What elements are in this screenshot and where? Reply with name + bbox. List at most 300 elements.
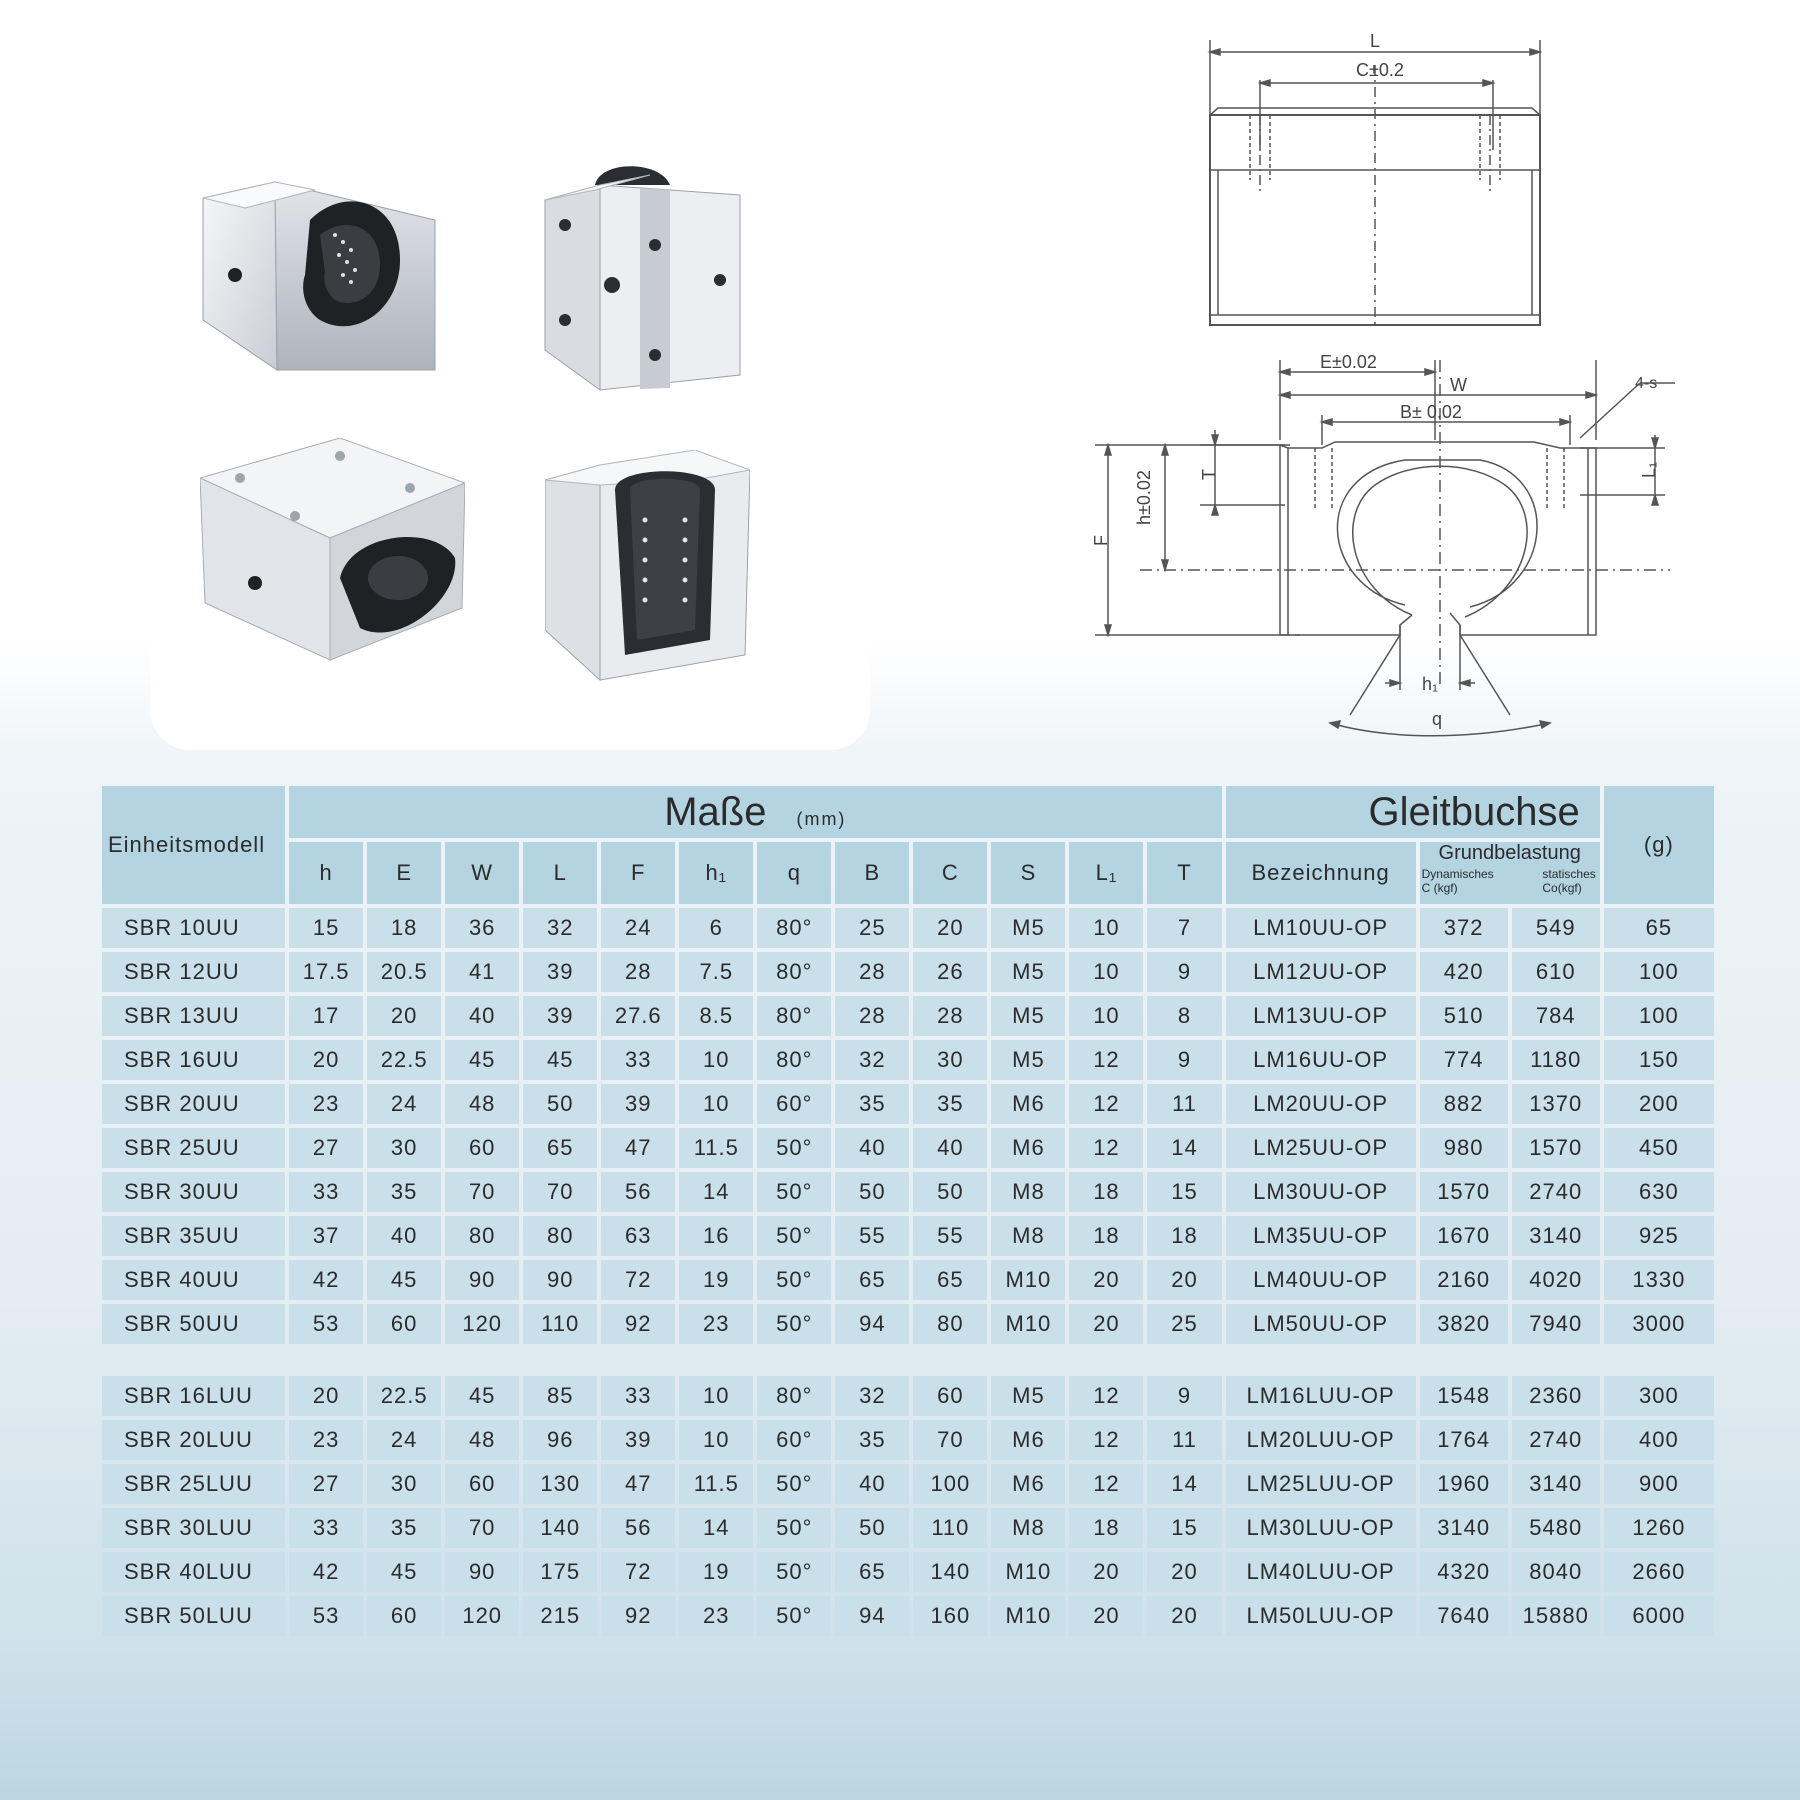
value-cell: 65 <box>835 1552 909 1592</box>
value-cell: 41 <box>445 952 519 992</box>
value-cell: 19 <box>679 1552 753 1592</box>
model-cell: SBR 13UU <box>102 996 285 1036</box>
value-cell: 14 <box>1147 1464 1221 1504</box>
value-cell: 25 <box>835 908 909 948</box>
value-cell: 85 <box>523 1376 597 1416</box>
value-cell: 20 <box>1069 1260 1143 1300</box>
value-cell: 140 <box>913 1552 987 1592</box>
value-cell: 20 <box>1147 1596 1221 1636</box>
value-cell: 130 <box>523 1464 597 1504</box>
value-cell: 110 <box>913 1508 987 1548</box>
dyn-load-unit: C (kgf) <box>1421 881 1458 895</box>
value-cell: 42 <box>289 1260 363 1300</box>
value-cell: 12 <box>1069 1464 1143 1504</box>
value-cell: 60 <box>367 1304 441 1344</box>
value-cell: 47 <box>601 1128 675 1168</box>
value-cell: 94 <box>835 1596 909 1636</box>
model-cell: SBR 25UU <box>102 1128 285 1168</box>
value-cell: 80° <box>757 908 831 948</box>
value-cell: 12 <box>1069 1040 1143 1080</box>
value-cell: 10 <box>1069 996 1143 1036</box>
value-cell: 160 <box>913 1596 987 1636</box>
value-cell: 400 <box>1604 1420 1714 1460</box>
value-cell: 30 <box>367 1128 441 1168</box>
value-cell: 18 <box>1147 1216 1221 1256</box>
bushing-cell: LM35UU-OP <box>1226 1216 1416 1256</box>
value-cell: 8.5 <box>679 996 753 1036</box>
dim-label-L: L <box>1369 31 1381 51</box>
value-cell: 7.5 <box>679 952 753 992</box>
bushing-cell: LM20LUU-OP <box>1226 1420 1416 1460</box>
value-cell: M6 <box>991 1084 1065 1124</box>
value-cell: 14 <box>679 1172 753 1212</box>
value-cell: 60 <box>445 1464 519 1504</box>
value-cell: 50 <box>835 1172 909 1212</box>
value-cell: 3000 <box>1604 1304 1714 1344</box>
value-cell: 45 <box>367 1552 441 1592</box>
value-cell: 1764 <box>1420 1420 1508 1460</box>
value-cell: 120 <box>445 1304 519 1344</box>
value-cell: 60° <box>757 1420 831 1460</box>
value-cell: 50° <box>757 1128 831 1168</box>
value-cell: 27.6 <box>601 996 675 1036</box>
col-header-T: T <box>1147 842 1221 904</box>
value-cell: 48 <box>445 1420 519 1460</box>
value-cell: 7 <box>1147 908 1221 948</box>
value-cell: 53 <box>289 1596 363 1636</box>
dims-unit: (mm) <box>796 808 847 829</box>
table-row <box>102 952 1714 992</box>
value-cell: 20.5 <box>367 952 441 992</box>
value-cell: 8040 <box>1512 1552 1600 1592</box>
value-cell: 39 <box>601 1420 675 1460</box>
value-cell: 23 <box>289 1420 363 1460</box>
value-cell: 1370 <box>1512 1084 1600 1124</box>
value-cell: 22.5 <box>367 1040 441 1080</box>
spec-table-container <box>98 782 1718 1640</box>
value-cell: 40 <box>367 1216 441 1256</box>
value-cell: 70 <box>913 1420 987 1460</box>
value-cell: 55 <box>835 1216 909 1256</box>
value-cell: 11 <box>1147 1420 1221 1460</box>
dim-label-h: h±0.02 <box>1134 470 1154 525</box>
value-cell: 39 <box>601 1084 675 1124</box>
value-cell: 30 <box>367 1464 441 1504</box>
value-cell: 60 <box>367 1596 441 1636</box>
dim-label-T: T <box>1199 469 1219 480</box>
value-cell: 80 <box>913 1304 987 1344</box>
value-cell: 80° <box>757 1040 831 1080</box>
col-header-C: C <box>913 842 987 904</box>
model-cell: SBR 16UU <box>102 1040 285 1080</box>
value-cell: M10 <box>991 1260 1065 1300</box>
value-cell: 10 <box>679 1084 753 1124</box>
col-header-F: F <box>601 842 675 904</box>
value-cell: 3140 <box>1512 1464 1600 1504</box>
value-cell: M5 <box>991 908 1065 948</box>
value-cell: 27 <box>289 1128 363 1168</box>
bushing-cell: LM16UU-OP <box>1226 1040 1416 1080</box>
model-cell: SBR 50LUU <box>102 1596 285 1636</box>
value-cell: M10 <box>991 1304 1065 1344</box>
dim-label-B: B± 0.02 <box>1400 402 1462 422</box>
value-cell: 80° <box>757 996 831 1036</box>
model-cell: SBR 40LUU <box>102 1552 285 1592</box>
value-cell: 20 <box>913 908 987 948</box>
value-cell: 56 <box>601 1508 675 1548</box>
dims-title: Maße <box>664 789 767 834</box>
dim-label-h1: h₁ <box>1422 674 1439 694</box>
value-cell: 20 <box>1147 1552 1221 1592</box>
value-cell: 72 <box>601 1552 675 1592</box>
value-cell: 24 <box>601 908 675 948</box>
value-cell: 35 <box>913 1084 987 1124</box>
value-cell: 20 <box>367 996 441 1036</box>
table-header-row-1 <box>102 786 1714 838</box>
value-cell: 28 <box>835 996 909 1036</box>
value-cell: 37 <box>289 1216 363 1256</box>
value-cell: 63 <box>601 1216 675 1256</box>
value-cell: 10 <box>679 1040 753 1080</box>
value-cell: 20 <box>1069 1304 1143 1344</box>
model-cell: SBR 16LUU <box>102 1376 285 1416</box>
value-cell: 11.5 <box>679 1464 753 1504</box>
value-cell: 12 <box>1069 1084 1143 1124</box>
value-cell: 22.5 <box>367 1376 441 1416</box>
table-spacer <box>102 1348 1714 1372</box>
value-cell: 1330 <box>1604 1260 1714 1300</box>
value-cell: 12 <box>1069 1420 1143 1460</box>
value-cell: 15 <box>1147 1508 1221 1548</box>
value-cell: 15 <box>1147 1172 1221 1212</box>
value-cell: 925 <box>1604 1216 1714 1256</box>
value-cell: 40 <box>835 1128 909 1168</box>
table-row <box>102 1464 1714 1504</box>
value-cell: 50 <box>835 1508 909 1548</box>
value-cell: 20 <box>289 1376 363 1416</box>
table-row <box>102 996 1714 1036</box>
value-cell: 140 <box>523 1508 597 1548</box>
value-cell: 10 <box>679 1376 753 1416</box>
value-cell: 55 <box>913 1216 987 1256</box>
value-cell: 100 <box>913 1464 987 1504</box>
value-cell: 175 <box>523 1552 597 1592</box>
value-cell: 28 <box>835 952 909 992</box>
value-cell: 10 <box>1069 908 1143 948</box>
value-cell: M6 <box>991 1420 1065 1460</box>
model-cell: SBR 10UU <box>102 908 285 948</box>
value-cell: 50° <box>757 1464 831 1504</box>
bushing-cell: LM12UU-OP <box>1226 952 1416 992</box>
drawing-front-view <box>1060 345 1680 745</box>
value-cell: 12 <box>1069 1128 1143 1168</box>
value-cell: 39 <box>523 996 597 1036</box>
bushing-cell: LM40UU-OP <box>1226 1260 1416 1300</box>
value-cell: 510 <box>1420 996 1508 1036</box>
value-cell: M5 <box>991 1376 1065 1416</box>
value-cell: 1960 <box>1420 1464 1508 1504</box>
value-cell: 20 <box>1069 1596 1143 1636</box>
value-cell: 20 <box>1069 1552 1143 1592</box>
bushing-cell: LM50UU-OP <box>1226 1304 1416 1344</box>
value-cell: 70 <box>523 1172 597 1212</box>
col-header-h: h <box>289 842 363 904</box>
dim-label-q: q <box>1432 709 1443 729</box>
value-cell: 40 <box>835 1464 909 1504</box>
value-cell: 1260 <box>1604 1508 1714 1548</box>
value-cell: 24 <box>367 1420 441 1460</box>
value-cell: 23 <box>679 1596 753 1636</box>
value-cell: 56 <box>601 1172 675 1212</box>
table-row <box>102 1260 1714 1300</box>
dim-label-L1: L₁ <box>1639 461 1659 478</box>
value-cell: 7940 <box>1512 1304 1600 1344</box>
value-cell: 50° <box>757 1304 831 1344</box>
col-header-L: L <box>523 842 597 904</box>
value-cell: 50 <box>913 1172 987 1212</box>
table-row <box>102 1172 1714 1212</box>
value-cell: 24 <box>367 1084 441 1124</box>
value-cell: 14 <box>679 1508 753 1548</box>
value-cell: 80° <box>757 1376 831 1416</box>
value-cell: 45 <box>367 1260 441 1300</box>
value-cell: 27 <box>289 1464 363 1504</box>
value-cell: 11 <box>1147 1084 1221 1124</box>
col-header-q: q <box>757 842 831 904</box>
value-cell: 1570 <box>1512 1128 1600 1168</box>
value-cell: 80 <box>523 1216 597 1256</box>
value-cell: 10 <box>1069 952 1143 992</box>
table-row <box>102 1508 1714 1548</box>
value-cell: 28 <box>913 996 987 1036</box>
value-cell: M5 <box>991 952 1065 992</box>
value-cell: 96 <box>523 1420 597 1460</box>
table-row <box>102 1040 1714 1080</box>
table-row <box>102 1376 1714 1416</box>
value-cell: 2360 <box>1512 1376 1600 1416</box>
product-photo-open-front <box>195 180 445 395</box>
model-cell: SBR 35UU <box>102 1216 285 1256</box>
value-cell: 9 <box>1147 1376 1221 1416</box>
value-cell: 35 <box>367 1172 441 1212</box>
value-cell: 120 <box>445 1596 519 1636</box>
value-cell: 3140 <box>1420 1508 1508 1548</box>
value-cell: 15880 <box>1512 1596 1600 1636</box>
value-cell: M5 <box>991 996 1065 1036</box>
bushing-cell: LM50LUU-OP <box>1226 1596 1416 1636</box>
weight-unit-header: (g) <box>1643 832 1674 857</box>
value-cell: 70 <box>445 1508 519 1548</box>
value-cell: 40 <box>913 1128 987 1168</box>
value-cell: 6000 <box>1604 1596 1714 1636</box>
model-cell: SBR 20UU <box>102 1084 285 1124</box>
value-cell: 11.5 <box>679 1128 753 1168</box>
value-cell: 60 <box>913 1376 987 1416</box>
value-cell: 3140 <box>1512 1216 1600 1256</box>
bushing-title: Gleitbuchse <box>1368 789 1580 834</box>
bushing-cell: LM30LUU-OP <box>1226 1508 1416 1548</box>
value-cell: 420 <box>1420 952 1508 992</box>
value-cell: 33 <box>601 1376 675 1416</box>
table-body-uu <box>102 908 1714 1344</box>
value-cell: 35 <box>835 1420 909 1460</box>
value-cell: 45 <box>445 1376 519 1416</box>
value-cell: 45 <box>523 1040 597 1080</box>
value-cell: 32 <box>523 908 597 948</box>
value-cell: 15 <box>289 908 363 948</box>
value-cell: 549 <box>1512 908 1600 948</box>
col-header-grundbelastung: Grundbelastung <box>1438 842 1581 864</box>
dim-label-S: 4-s <box>1635 375 1658 392</box>
value-cell: 50° <box>757 1260 831 1300</box>
value-cell: 65 <box>913 1260 987 1300</box>
value-cell: 1670 <box>1420 1216 1508 1256</box>
col-header-bezeichnung: Bezeichnung <box>1226 842 1416 904</box>
value-cell: M8 <box>991 1172 1065 1212</box>
value-cell: 100 <box>1604 952 1714 992</box>
col-header-S: S <box>991 842 1065 904</box>
dyn-load-header <box>1422 867 1494 895</box>
value-cell: 20 <box>1147 1260 1221 1300</box>
value-cell: 2740 <box>1512 1420 1600 1460</box>
value-cell: 150 <box>1604 1040 1714 1080</box>
value-cell: 774 <box>1420 1040 1508 1080</box>
model-cell: SBR 40UU <box>102 1260 285 1300</box>
value-cell: 23 <box>289 1084 363 1124</box>
value-cell: 9 <box>1147 1040 1221 1080</box>
table-row <box>102 1304 1714 1344</box>
value-cell: M10 <box>991 1596 1065 1636</box>
value-cell: 7640 <box>1420 1596 1508 1636</box>
value-cell: 200 <box>1604 1084 1714 1124</box>
bushing-cell: LM25UU-OP <box>1226 1128 1416 1168</box>
value-cell: M5 <box>991 1040 1065 1080</box>
value-cell: 42 <box>289 1552 363 1592</box>
value-cell: 16 <box>679 1216 753 1256</box>
value-cell: 17 <box>289 996 363 1036</box>
table-header-row-2 <box>102 842 1714 904</box>
value-cell: 3820 <box>1420 1304 1508 1344</box>
value-cell: 1548 <box>1420 1376 1508 1416</box>
value-cell: 20 <box>289 1040 363 1080</box>
col-header-B: B <box>835 842 909 904</box>
drawing-top-view <box>1180 30 1600 330</box>
stat-load-label: statisches <box>1542 867 1596 881</box>
value-cell: 980 <box>1420 1128 1508 1168</box>
value-cell: 90 <box>445 1260 519 1300</box>
value-cell: 39 <box>523 952 597 992</box>
value-cell: 23 <box>679 1304 753 1344</box>
dim-label-E: E±0.02 <box>1320 352 1377 372</box>
value-cell: 10 <box>679 1420 753 1460</box>
value-cell: 215 <box>523 1596 597 1636</box>
bushing-cell: LM20UU-OP <box>1226 1084 1416 1124</box>
value-cell: 65 <box>835 1260 909 1300</box>
value-cell: 80° <box>757 952 831 992</box>
value-cell: 6 <box>679 908 753 948</box>
value-cell: 372 <box>1420 908 1508 948</box>
value-cell: 8 <box>1147 996 1221 1036</box>
col-header-E: E <box>367 842 441 904</box>
value-cell: 900 <box>1604 1464 1714 1504</box>
value-cell: 19 <box>679 1260 753 1300</box>
value-cell: 90 <box>523 1260 597 1300</box>
table-body-luu <box>102 1376 1714 1636</box>
value-cell: 28 <box>601 952 675 992</box>
value-cell: 50 <box>523 1084 597 1124</box>
value-cell: 90 <box>445 1552 519 1592</box>
value-cell: M8 <box>991 1508 1065 1548</box>
value-cell: 18 <box>367 908 441 948</box>
value-cell: 26 <box>913 952 987 992</box>
value-cell: 18 <box>1069 1216 1143 1256</box>
value-cell: 12 <box>1069 1376 1143 1416</box>
value-cell: 18 <box>1069 1508 1143 1548</box>
model-cell: SBR 12UU <box>102 952 285 992</box>
product-photo-top <box>200 438 465 663</box>
value-cell: M8 <box>991 1216 1065 1256</box>
table-row <box>102 1552 1714 1592</box>
value-cell: 65 <box>1604 908 1714 948</box>
value-cell: M6 <box>991 1464 1065 1504</box>
value-cell: 110 <box>523 1304 597 1344</box>
value-cell: 784 <box>1512 996 1600 1036</box>
value-cell: 300 <box>1604 1376 1714 1416</box>
value-cell: 9 <box>1147 952 1221 992</box>
col-header-L1: L₁ <box>1069 842 1143 904</box>
value-cell: 32 <box>835 1376 909 1416</box>
product-photo-side <box>540 160 745 395</box>
bushing-cell: LM25LUU-OP <box>1226 1464 1416 1504</box>
value-cell: 1180 <box>1512 1040 1600 1080</box>
value-cell: 45 <box>445 1040 519 1080</box>
value-cell: 450 <box>1604 1128 1714 1168</box>
model-cell: SBR 50UU <box>102 1304 285 1344</box>
value-cell: 32 <box>835 1040 909 1080</box>
value-cell: 17.5 <box>289 952 363 992</box>
value-cell: 72 <box>601 1260 675 1300</box>
value-cell: 48 <box>445 1084 519 1124</box>
value-cell: 80 <box>445 1216 519 1256</box>
value-cell: M10 <box>991 1552 1065 1592</box>
value-cell: 18 <box>1069 1172 1143 1212</box>
dim-label-W: W <box>1450 375 1467 395</box>
value-cell: 25 <box>1147 1304 1221 1344</box>
value-cell: 2160 <box>1420 1260 1508 1300</box>
value-cell: 50° <box>757 1596 831 1636</box>
value-cell: 33 <box>601 1040 675 1080</box>
value-cell: 33 <box>289 1508 363 1548</box>
value-cell: 1570 <box>1420 1172 1508 1212</box>
table-row <box>102 908 1714 948</box>
value-cell: 30 <box>913 1040 987 1080</box>
model-cell: SBR 20LUU <box>102 1420 285 1460</box>
product-photo-interior <box>545 450 750 685</box>
value-cell: 50° <box>757 1552 831 1592</box>
stat-load-header <box>1542 867 1595 895</box>
bushing-cell: LM40LUU-OP <box>1226 1552 1416 1592</box>
value-cell: 35 <box>835 1084 909 1124</box>
table-row <box>102 1596 1714 1636</box>
bushing-cell: LM30UU-OP <box>1226 1172 1416 1212</box>
value-cell: 40 <box>445 996 519 1036</box>
value-cell: 50° <box>757 1508 831 1548</box>
stat-load-unit: Co(kgf) <box>1542 881 1582 895</box>
col-header-h1: h₁ <box>679 842 753 904</box>
value-cell: 2660 <box>1604 1552 1714 1592</box>
value-cell: 50° <box>757 1172 831 1212</box>
col-header-W: W <box>445 842 519 904</box>
